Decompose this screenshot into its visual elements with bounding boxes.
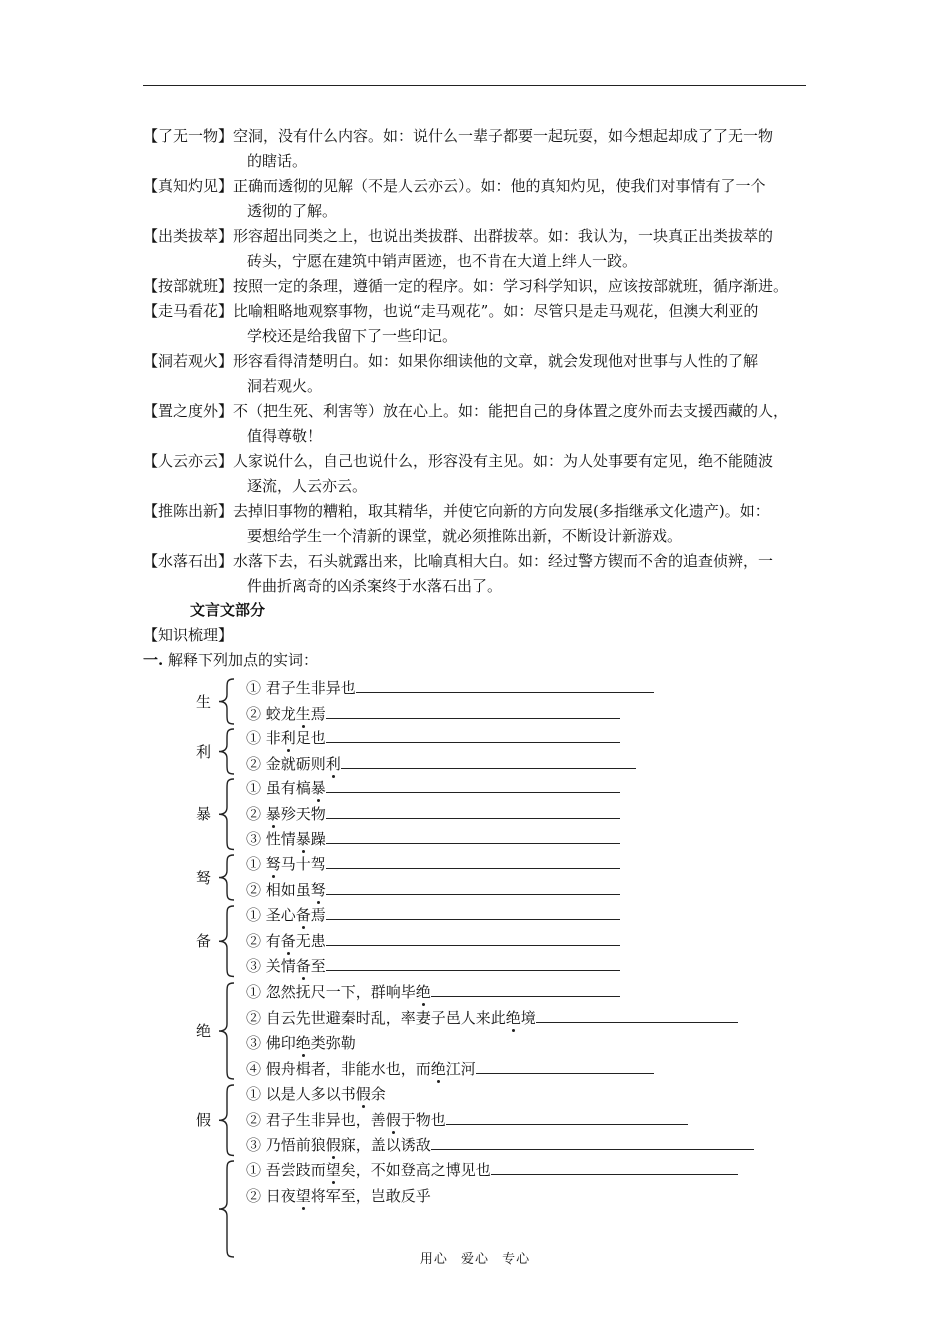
idiom-term: 【按部就班】 [143,277,234,295]
answer-blank[interactable] [491,1159,738,1175]
dotted-character: 望 [295,1186,311,1205]
dotted-character: 利 [280,729,296,747]
answer-blank[interactable] [341,753,636,769]
answer-blank[interactable] [326,879,620,895]
idiom-definition [233,274,813,299]
sentence-text: ① 君子生非异也 [246,679,356,697]
instruction-text: 解释下列加点的实词： [163,651,319,669]
sentence-text: ③ 关情 [246,957,296,975]
exercise-item [246,828,620,850]
sentence-text: 境 [520,1008,536,1027]
answer-blank[interactable] [326,803,620,819]
brace-icon [216,982,238,1080]
idiom-entry [143,299,813,349]
exercise-group [190,980,810,1082]
idiom-entry [143,174,813,224]
idiom-definition-line: 洞若观火。 [247,377,323,395]
exercise-item [246,904,620,926]
sentence-text: ④ 假舟楫者，非能水也，而 [246,1059,431,1078]
sentence-text: 将军至，岂敢反乎 [310,1186,431,1205]
answer-blank[interactable] [431,1134,754,1150]
idiom-term: 【了无一物】 [143,127,234,145]
idiom-term: 【洞若观火】 [143,352,234,370]
sentence-text: ② 自云先世避秦时乱，率妻子邑人来此 [246,1008,506,1027]
sentence-text: 殄天物 [280,804,326,823]
exercise-item [246,1185,431,1207]
sentence-text: 余 [370,1085,386,1103]
brace-icon [216,778,238,851]
idiom-definition-line: 学校还是给我留下了一些印记。 [247,327,458,345]
target-character: 驽 [196,868,212,887]
sentence-text: 无患 [295,931,326,950]
sentence-text: 于物也 [400,1110,446,1129]
sentence-text: ③ 乃悟前狼 [246,1136,326,1154]
exercise-group [190,1158,810,1260]
sentence-text: 江河 [445,1059,476,1078]
answer-blank[interactable] [326,904,620,920]
exercise-group [190,676,810,727]
knowledge-heading: 【知识梳理】 [143,626,234,644]
idiom-term: 【走马看花】 [143,302,234,320]
sentence-text: ① 忽然抚尺一下，群响毕 [246,983,416,1001]
exercise-item [246,677,654,699]
footer-word: 专心 [502,1252,531,1267]
header-rule [143,85,806,86]
dotted-character: 绝 [430,1059,446,1078]
idiom-definition-line: 比喻粗略地观察事物，也说“走马观花”。如：尽管只是走马观花，但澳大利亚的 [233,302,759,320]
sentence-text: ② 有 [246,931,281,950]
idiom-definition [233,349,813,399]
sentence-text: ② 相如虽 [246,880,311,899]
exercise-item [246,703,620,725]
sentence-text: ③ 佛印 [246,1034,296,1052]
target-character: 生 [196,692,212,711]
sentence-text: 足也 [295,729,326,747]
idiom-entry [143,499,813,549]
exercise-group [190,903,810,980]
dotted-character: 备 [295,957,311,975]
idiom-definition-line: 形容超出同类之上，也说出类拔群、出群拔萃。如：我认为，一块真正出类拔萃的 [233,227,774,245]
exercise-item [246,727,620,749]
exercise-item [246,879,620,901]
idiom-definition-line: 按照一定的条理，遵循一定的程序。如：学习科学知识，应该按部就班，循序渐进。 [233,277,789,295]
sentence-text: ① 虽有槁 [246,779,311,797]
exercise-item [246,981,620,1003]
idiom-definition-line: 正确而透彻的见解（不是人云亦云）。如：他的真知灼见，使我们对事情有了一个 [233,177,766,195]
idiom-definition [233,174,813,224]
exercise-item [246,1032,356,1054]
sentence-text: 矣，不如登高之博见也 [340,1161,491,1179]
exercise-item [246,930,620,952]
dotted-character: 假 [355,1085,371,1103]
idiom-definition-line: 逐流，人云亦云。 [247,477,368,495]
idiom-definition-line: 透彻的了解。 [247,202,338,220]
answer-blank[interactable] [476,1058,654,1074]
dotted-character: 驽 [265,855,281,873]
idiom-list [143,124,813,599]
idiom-definition [233,299,813,349]
answer-blank[interactable] [326,828,620,844]
answer-blank[interactable] [431,981,620,997]
idiom-term: 【人云亦云】 [143,452,234,470]
idiom-definition-line: 形容看得清楚明白。如：如果你细读他的文章，就会发现他对世事与人性的了解 [233,352,759,370]
exercise-item [246,1134,754,1156]
dotted-character: 绝 [415,983,431,1001]
sentence-text: ① [246,855,266,873]
idiom-definition-line: 的瞎话。 [247,152,308,170]
brace-icon [216,678,238,725]
brace-icon [216,1160,238,1258]
sentence-text: ② 金就砺则 [246,754,326,773]
sentence-text: 焉 [310,704,326,723]
answer-blank[interactable] [326,853,620,869]
idiom-definition-line: 砖头，宁愿在建筑中销声匿迹，也不肯在大道上绊人一跤。 [247,252,638,270]
answer-blank[interactable] [536,1007,738,1023]
idiom-entry [143,224,813,274]
sentence-text: ② 蛟龙 [246,704,296,723]
exercise-item [246,1083,386,1105]
footer-word: 爱心 [460,1252,489,1267]
dotted-character: 望 [325,1161,341,1179]
exercise-item [246,955,620,977]
exercise-group [190,726,810,777]
idiom-term: 【真知灼见】 [143,177,234,195]
dotted-character: 绝 [295,1034,311,1052]
dotted-character: 暴 [295,830,311,848]
idiom-definition-line: 要想给学生一个清新的课堂，就必须推陈出新，不断设计新游戏。 [247,527,683,545]
idiom-term: 【置之度外】 [143,402,234,420]
sentence-text: ① 以是人多以书 [246,1085,356,1103]
idiom-definition-line: 人家说什么，自己也说什么，形容没有主见。如：为人处事要有定见，绝不能随波 [233,452,774,470]
sentence-text: 焉 [310,906,326,924]
sentence-text: ① 圣心 [246,906,296,924]
footer-word: 用心 [419,1252,448,1267]
sentence-text: ③ 性情 [246,830,296,848]
idiom-definition [233,124,813,174]
instruction [143,649,318,671]
dotted-character: 生 [295,704,311,723]
exercise-group [190,776,810,853]
brace-icon [216,728,238,775]
footer [0,1248,950,1267]
sentence-text: ① 吾尝跂而 [246,1161,326,1179]
idiom-definition-line: 去掉旧事物的糟粕，取其精华，并使它向新的方向发展(多指继承文化遗产)。如： [233,502,770,520]
idiom-term: 【出类拔萃】 [143,227,234,245]
exercise-item [246,753,636,775]
dotted-character: 备 [280,931,296,950]
instruction-number: 一. [143,651,164,669]
exercise-item [246,853,620,875]
idiom-definition-line: 空洞，没有什么内容。如：说什么一辈子都要一起玩耍，如今想起却成了了无一物 [233,127,774,145]
sentence-text: ② 君子生非异也，善 [246,1110,386,1129]
dotted-character: 暴 [310,779,326,797]
exercise-item [246,1058,654,1080]
idiom-entry [143,274,813,299]
target-character: 假 [196,1111,212,1130]
answer-blank[interactable] [326,777,620,793]
sentence-text: ② 日夜 [246,1186,296,1205]
idiom-definition-line: 水落下去，石头就露出来，比喻真相大白。如：经过警方锲而不舍的追查侦辨，一 [233,552,774,570]
idiom-entry [143,124,813,174]
sentence-text: ② [246,804,266,823]
answer-blank[interactable] [326,955,620,971]
answer-blank[interactable] [326,727,620,743]
exercise-item [246,1109,688,1131]
brace-icon [216,1084,238,1157]
idiom-entry [143,449,813,499]
dotted-character: 假 [385,1110,401,1129]
answer-blank[interactable] [326,703,620,719]
dotted-character: 利 [325,754,341,773]
sentence-text: 寐，盖以诱敌 [340,1136,431,1154]
target-character: 备 [196,932,212,951]
dotted-character: 假 [325,1136,341,1154]
sentence-text: ① 非 [246,729,281,747]
idiom-definition [233,449,813,499]
answer-blank[interactable] [326,930,620,946]
sentence-text: 至 [310,957,326,975]
answer-blank[interactable] [356,677,654,693]
dotted-character: 暴 [265,804,281,823]
target-character: 利 [196,742,212,761]
exercise-item [246,803,620,825]
idiom-entry [143,399,813,449]
sentence-text: 躁 [310,830,326,848]
idiom-definition [233,399,813,449]
dotted-character: 驽 [310,880,326,899]
brace-icon [216,905,238,978]
exercise-group [190,852,810,903]
target-character: 绝 [196,1022,212,1040]
exercise-item [246,1159,738,1181]
dotted-character: 备 [295,906,311,924]
sentence-text: 类弥勒 [310,1034,356,1052]
answer-blank[interactable] [446,1109,688,1125]
section-title: 文言文部分 [190,601,266,619]
exercise-item [246,1007,738,1029]
brace-icon [216,854,238,901]
idiom-definition-line: 值得尊敬！ [247,427,323,445]
idiom-definition [233,549,813,599]
idiom-definition [233,499,813,549]
sentence-text: 马十驾 [280,855,326,873]
idiom-definition-line: 件曲折离奇的凶杀案终于水落石出了。 [247,577,503,595]
exercise-item [246,777,620,799]
idiom-definition-line: 不（把生死、利害等）放在心上。如：能把自己的身体置之度外而去支援西藏的人， [233,402,789,420]
idiom-entry [143,549,813,599]
idiom-definition [233,224,813,274]
idiom-term: 【水落石出】 [143,552,234,570]
target-character: 暴 [196,805,212,824]
idiom-term: 【推陈出新】 [143,502,234,520]
exercise-group [190,1082,810,1159]
idiom-entry [143,349,813,399]
dotted-character: 绝 [505,1008,521,1027]
